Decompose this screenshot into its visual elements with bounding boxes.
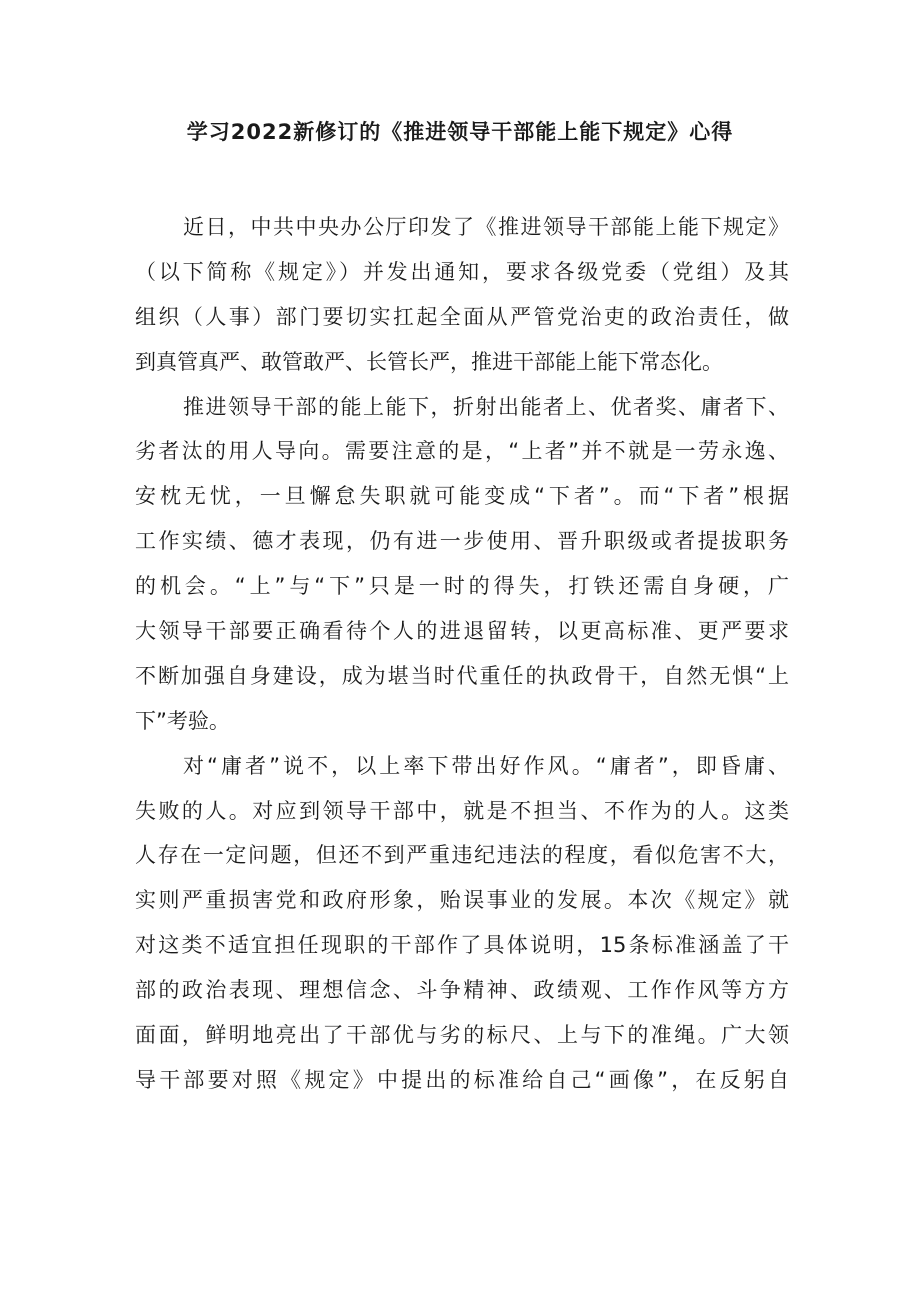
paragraph-2-line-3: 安枕无忧，一旦懈怠失职就可能变成“下者”。而“下者”根据	[135, 484, 789, 509]
paragraph-2-line-4: 工作实绩、德才表现，仍有进一步使用、晋升职级或者提拔职务	[135, 529, 789, 554]
paragraph-2-line-8: 下”考验。	[135, 708, 230, 733]
paragraph-3-line-8: 导干部要对照《规定》中提出的标准给自己“画像”，在反躬自	[135, 1067, 789, 1092]
document-body	[135, 205, 789, 1103]
paragraph-1-line-3: 组织（人事）部门要切实扛起全面从严管党治吏的政治责任，做	[135, 304, 789, 329]
paragraph-2-line-1: 推进领导干部的能上能下，折射出能者上、优者奖、庸者下、	[183, 394, 789, 419]
paragraph-3-line-2: 失败的人。对应到领导干部中，就是不担当、不作为的人。这类	[135, 798, 789, 823]
document-title: 学习2022新修订的《推进领导干部能上能下规定》心得	[186, 120, 734, 144]
paragraph-3-line-5: 对这类不适宜担任现职的干部作了具体说明，15条标准涵盖了干	[135, 933, 789, 958]
paragraph-3-line-3: 人存在一定问题，但还不到严重违纪违法的程度，看似危害不大，	[135, 843, 789, 868]
paragraph-2-line-5: 的机会。“上”与“下”只是一时的得失，打铁还需自身硬，广	[135, 574, 789, 599]
paragraph-3-line-7: 面面，鲜明地亮出了干部优与劣的标尺、上与下的准绳。广大领	[135, 1023, 789, 1048]
paragraph-1-line-4: 到真管真严、敢管敢严、长管长严，推进干部能上能下常态化。	[135, 349, 723, 374]
paragraph-2-line-7: 不断加强自身建设，成为堪当时代重任的执政骨干，自然无惧“上	[135, 663, 789, 688]
paragraph-1-line-1: 近日，中共中央办公厅印发了《推进领导干部能上能下规定》	[183, 215, 789, 239]
paragraph-3-line-1: 对“庸者”说不，以上率下带出好作风。“庸者”，即昏庸、	[183, 753, 789, 778]
paragraph-1-line-2: （以下简称《规定》）并发出通知，要求各级党委（党组）及其	[135, 259, 789, 284]
paragraph-3-line-6: 部的政治表现、理想信念、斗争精神、政绩观、工作作风等方方	[135, 978, 789, 1003]
paragraph-2-line-6: 大领导干部要正确看待个人的进退留转，以更高标准、更严要求	[135, 619, 789, 644]
paragraph-3-line-4: 实则严重损害党和政府形象，贻误事业的发展。本次《规定》就	[135, 888, 789, 913]
paragraph-2-line-2: 劣者汰的用人导向。需要注意的是，“上者”并不就是一劳永逸、	[135, 439, 789, 464]
